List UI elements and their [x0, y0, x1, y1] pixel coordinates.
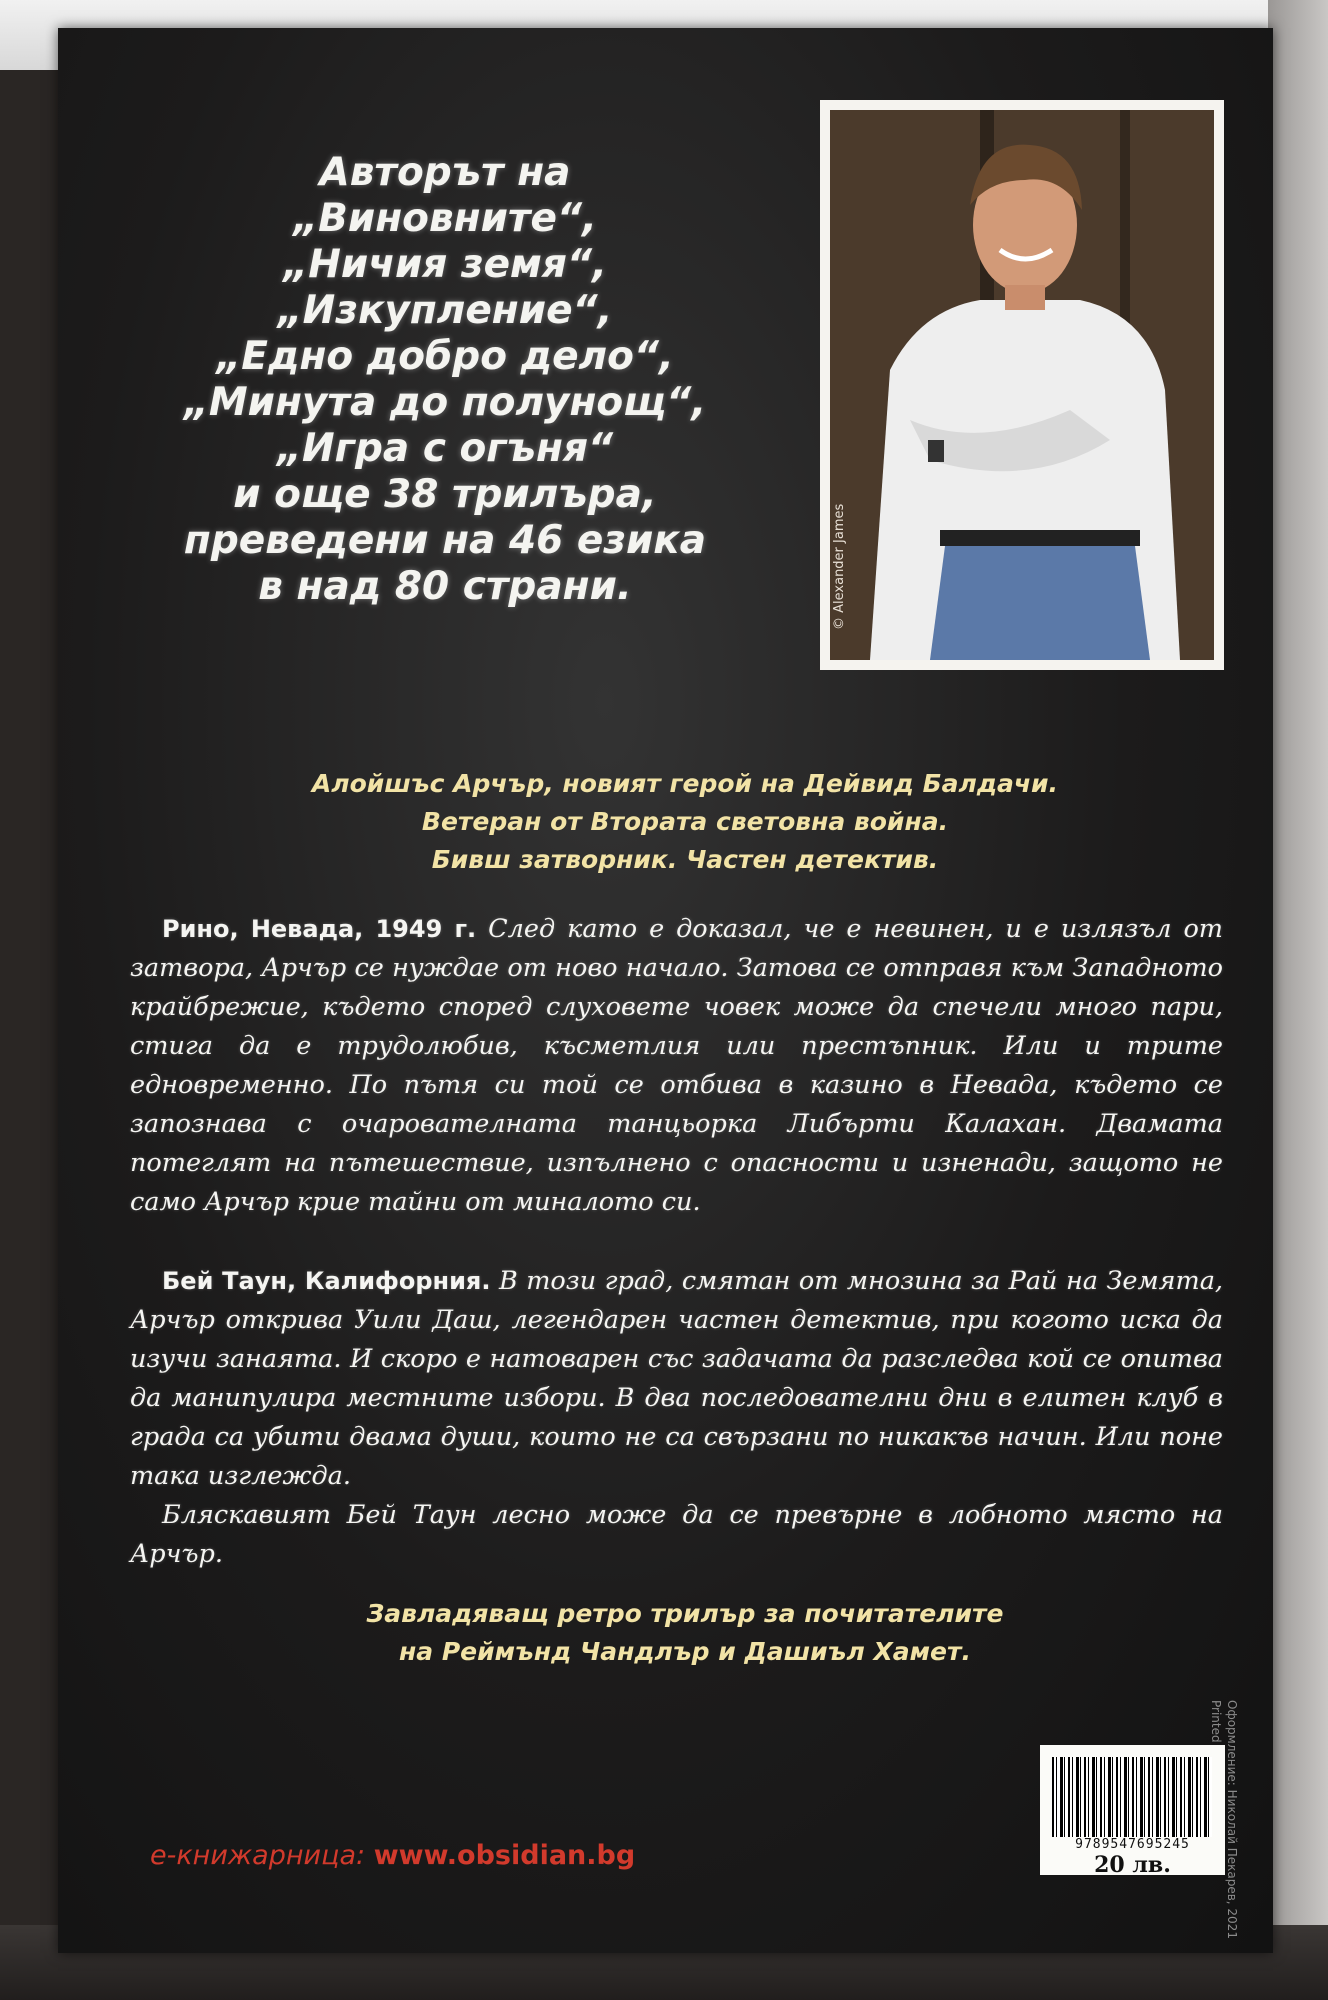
synopsis-paragraph-1	[130, 910, 1223, 1222]
background-side	[1268, 0, 1328, 2000]
credits-line: Оформление: Николай Пекарев, 2021	[1225, 1700, 1239, 1939]
author-photo	[830, 110, 1214, 660]
intro-line: „Едно добро дело“,	[216, 334, 674, 379]
intro-line: „Виновните“,	[293, 196, 597, 241]
intro-line: в над 80 страни.	[258, 564, 632, 609]
tagline-line: Ветеран от Втората световна война.	[421, 807, 949, 836]
author-intro	[120, 150, 770, 610]
photo-credit: © Alexander James	[832, 503, 847, 630]
tagline-line: Бивш затворник. Частен детектив.	[431, 845, 939, 874]
paragraph-lead: Бей Таун, Калифорния.	[162, 1267, 491, 1295]
isbn-number: 9789547695245	[1075, 1837, 1190, 1852]
author-photo-frame	[820, 100, 1224, 670]
intro-line: и още 38 трилъра,	[233, 472, 657, 517]
paragraph-lead: Рино, Невада, 1949 г.	[162, 915, 477, 943]
paragraph-text: След като е доказал, че е невинен, и е излязъл от затвора, Арчър се нуждае от ново начало. Затова се отправя към Западното крайбрежие, където според слуховете човек може да спечели много пари, стига да е трудолюбив, късметлия или престъпник. Или и трите едновременно. По пътя си той се отбива в казино в Невада, където се запознава с очарователната танцьорка Либърти Калахан. Двамата потеглят на пътешествие, изпълнено с опасности и изненади, защото не само Арчър крие тайни от миналото си.	[130, 914, 1223, 1217]
tagline-line: Алойшъс Арчър, новият герой на Дейвид Балдачи.	[311, 769, 1059, 798]
author-portrait-illustration	[830, 110, 1214, 660]
hero-tagline	[140, 765, 1230, 879]
intro-line: Авторът на	[319, 150, 571, 195]
synopsis-paragraph-2	[130, 1262, 1223, 1574]
website-link[interactable]	[150, 1840, 635, 1871]
paragraph-text: Бляскавият Бей Таун лесно може да се превърне в лобното място на Арчър.	[130, 1500, 1223, 1569]
website-url[interactable]: www.obsidian.bg	[373, 1840, 636, 1871]
intro-line: „Ничия земя“,	[283, 242, 607, 287]
closing-tagline	[140, 1595, 1230, 1671]
price-label: 20 лв.	[1094, 1852, 1171, 1878]
intro-line: „Минута до полунощ“,	[183, 380, 707, 425]
intro-line: „Игра с огъня“	[276, 426, 614, 471]
closing-line: Завладяващ ретро трилър за почитателите	[366, 1599, 1004, 1628]
website-label: е-книжарница:	[150, 1840, 374, 1871]
barcode-bars	[1052, 1757, 1212, 1837]
intro-line: „Изкупление“,	[277, 288, 613, 333]
closing-line: на Реймънд Чандлър и Дашиъл Хамет.	[398, 1637, 971, 1666]
paragraph-text: В този град, смятан от мнозина за Рай на Земята, Арчър открива Уили Даш, легендарен частен детектив, при когото иска да изучи занаята. И скоро е натоварен със задачата да разследва кой се опитва да манипулира местните избори. В два последователни дни в елитен клуб в града са убити двама души, които не са свързани по никакъв начин. Или поне така изглежда.	[130, 1266, 1224, 1491]
intro-line: преведени на 46 езика	[183, 518, 707, 563]
